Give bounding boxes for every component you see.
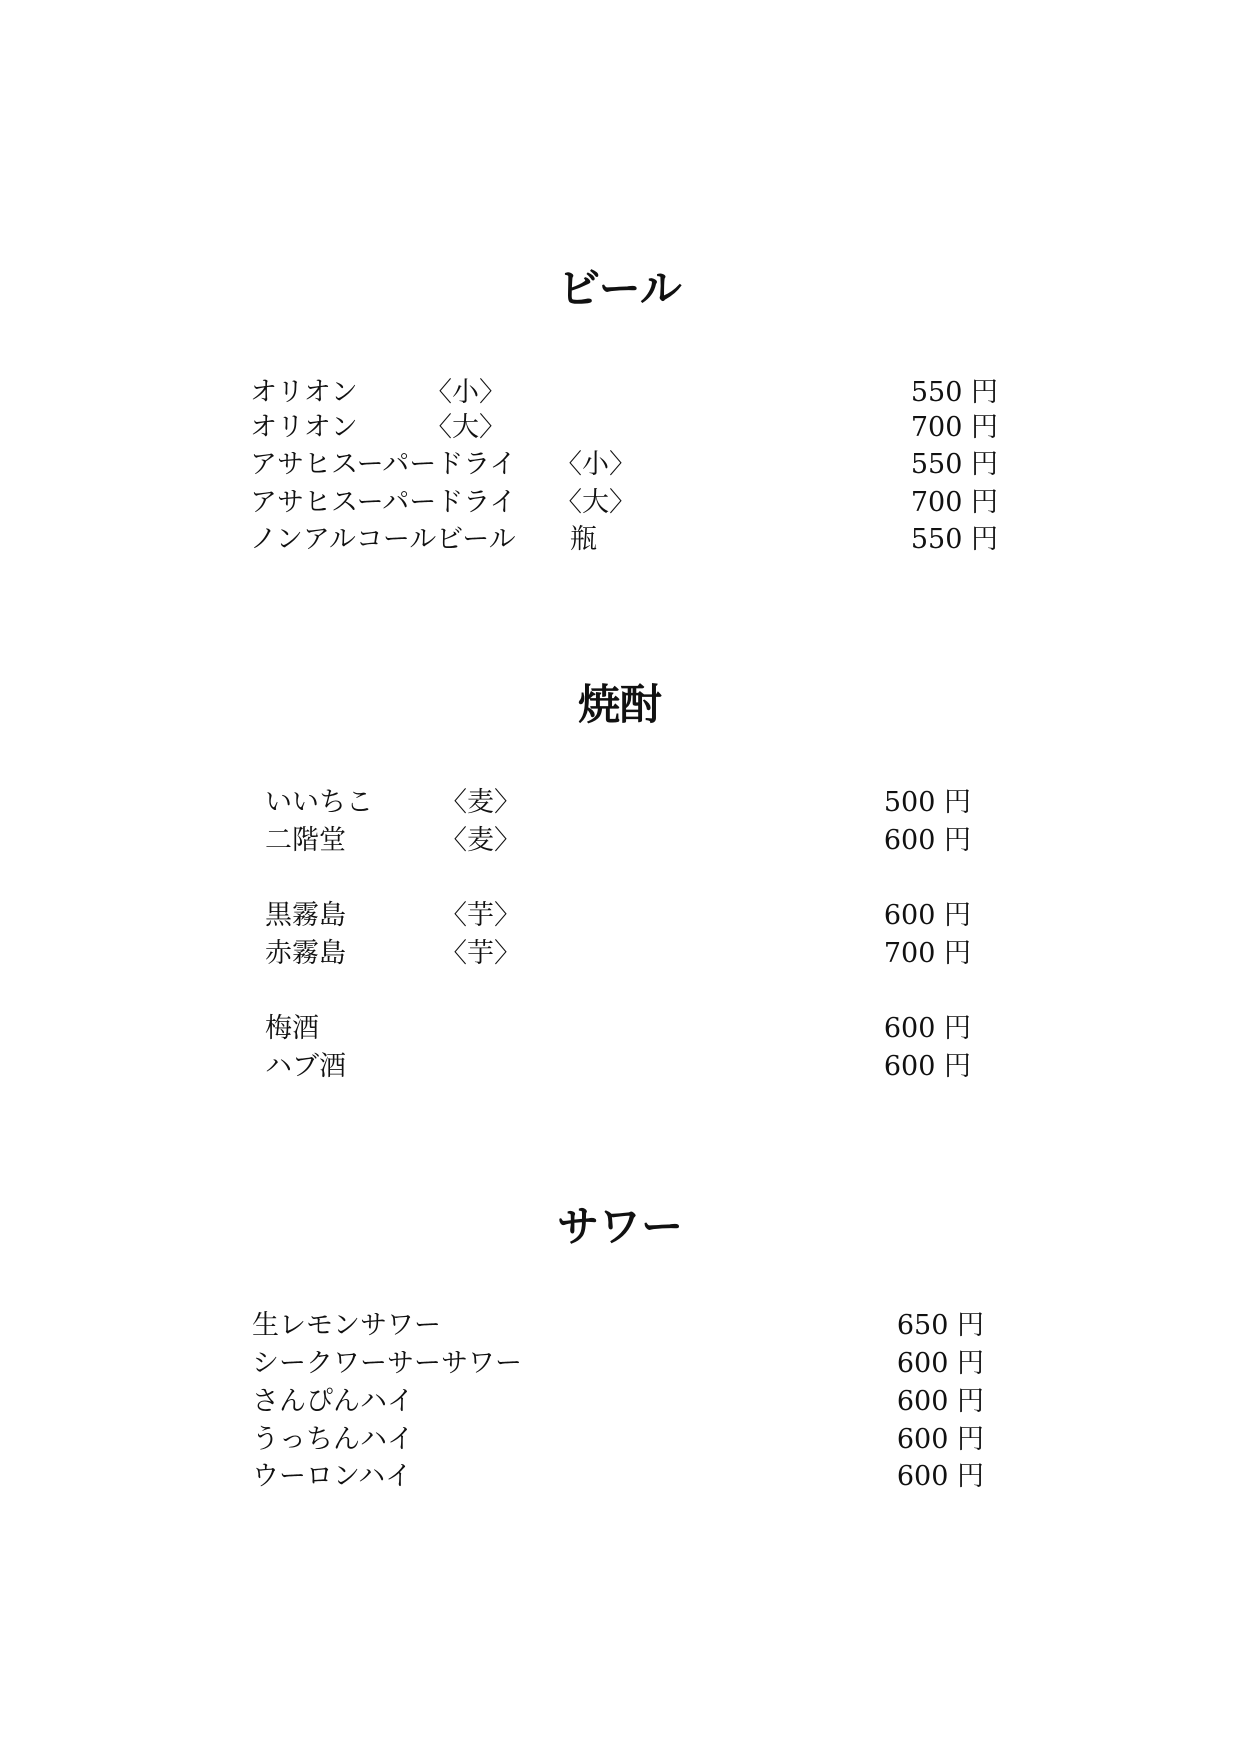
menu-item	[250, 409, 998, 447]
item-price: 600 円	[883, 900, 971, 931]
menu-item	[265, 1048, 971, 1086]
item-name: 梅酒	[265, 1013, 319, 1044]
item-price: 700 円	[883, 938, 971, 969]
item-name: さんぴんハイ	[252, 1386, 414, 1417]
menu-item	[265, 897, 971, 935]
item-size: 〈麦〉	[440, 787, 521, 818]
menu-item	[252, 1421, 984, 1459]
item-name: ウーロンハイ	[252, 1461, 413, 1492]
item-name: ハブ酒	[265, 1051, 346, 1082]
item-name: シークワーサーサワー	[252, 1348, 522, 1379]
item-price: 600 円	[883, 1013, 971, 1044]
menu-item	[265, 935, 971, 973]
item-name: アサヒスーパードライ	[250, 449, 517, 480]
item-price: 550 円	[910, 524, 998, 555]
item-name: オリオン	[250, 412, 358, 443]
item-price: 600 円	[883, 1051, 971, 1082]
item-name: 生レモンサワー	[252, 1310, 441, 1341]
section-title-beer: ビール	[558, 264, 682, 313]
item-price: 500 円	[883, 787, 971, 818]
menu-item	[250, 521, 998, 559]
item-size: 〈大〉	[425, 412, 506, 443]
item-name: うっちんハイ	[252, 1424, 414, 1455]
menu-item	[252, 1383, 984, 1421]
menu-item	[252, 1307, 984, 1345]
menu-item	[250, 374, 998, 412]
menu-item	[252, 1458, 984, 1496]
menu-item	[265, 1010, 971, 1048]
item-price: 600 円	[896, 1386, 984, 1417]
item-size: 〈芋〉	[440, 938, 521, 969]
item-name: アサヒスーパードライ	[250, 487, 517, 518]
item-price: 700 円	[910, 412, 998, 443]
item-name: いいちこ	[265, 787, 373, 818]
item-name: 黒霧島	[265, 900, 346, 931]
item-name: オリオン	[250, 377, 358, 408]
section-title-shochu: 焼酎	[577, 680, 662, 729]
item-price: 550 円	[910, 377, 998, 408]
section-title-sour: サワー	[556, 1202, 683, 1251]
item-size: 〈芋〉	[440, 900, 521, 931]
menu-item	[265, 784, 971, 822]
menu-item	[252, 1345, 984, 1383]
item-size: 〈大〉	[555, 487, 636, 518]
menu-item	[265, 822, 971, 860]
item-name: 赤霧島	[265, 938, 346, 969]
item-size: 〈小〉	[425, 377, 506, 408]
menu-item	[250, 484, 998, 522]
item-size: 〈小〉	[555, 449, 636, 480]
item-price: 600 円	[883, 825, 971, 856]
item-price: 600 円	[896, 1348, 984, 1379]
item-price: 700 円	[910, 487, 998, 518]
item-name: 二階堂	[265, 825, 346, 856]
item-price: 600 円	[896, 1424, 984, 1455]
item-price: 550 円	[910, 449, 998, 480]
item-price: 650 円	[896, 1310, 984, 1341]
item-size: 〈麦〉	[440, 825, 521, 856]
item-size: 瓶	[570, 524, 597, 555]
menu-item	[250, 446, 998, 484]
item-name: ノンアルコールビール	[250, 524, 516, 555]
item-price: 600 円	[896, 1461, 984, 1492]
